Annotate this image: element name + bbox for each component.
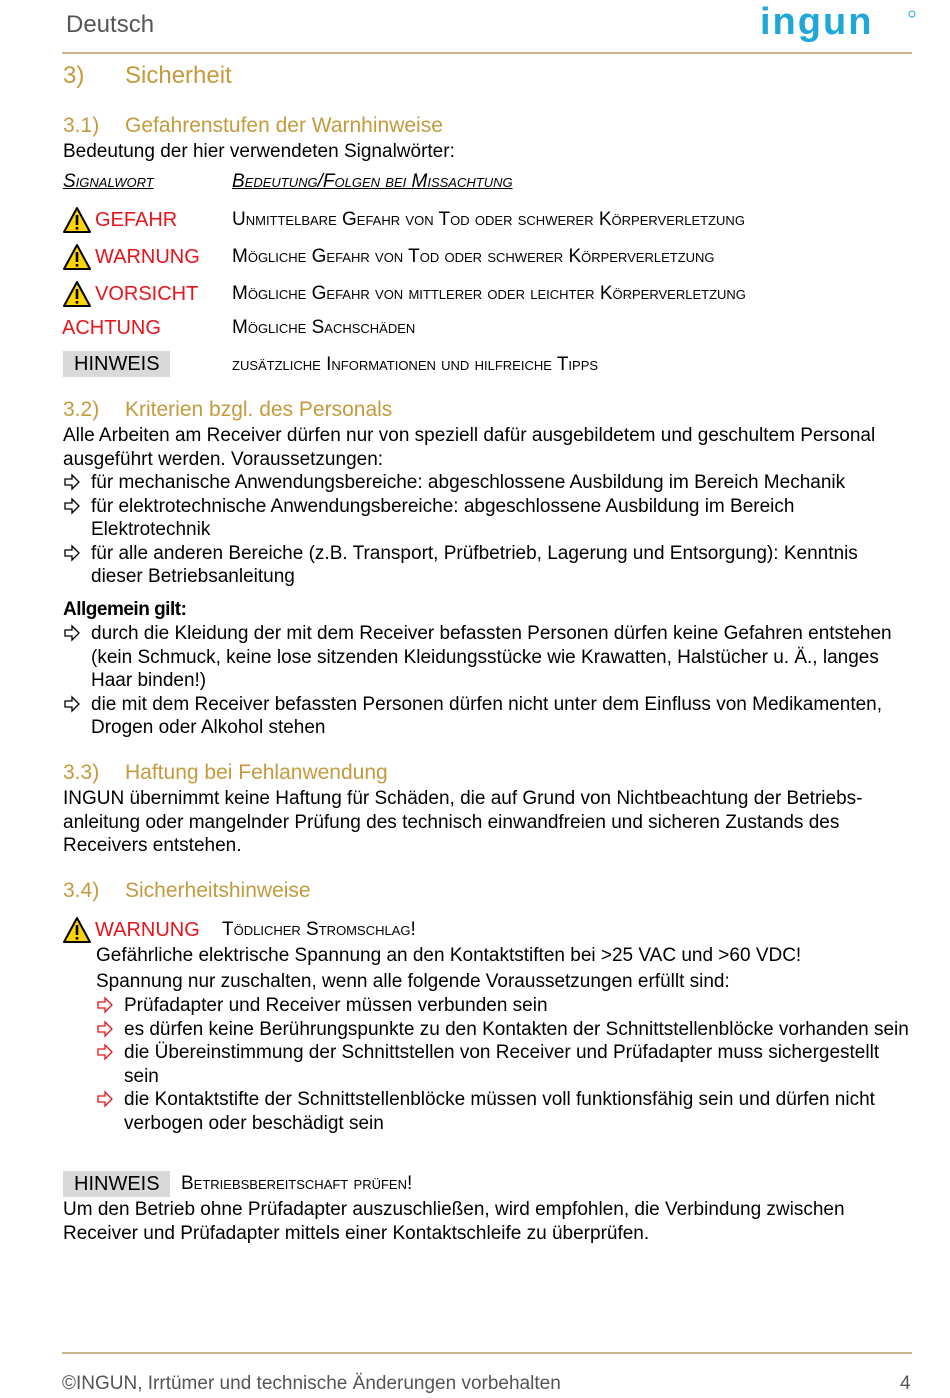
list-item: durch die Kleidung der mit dem Receiver befassten Personen dürfen keine Gefahren entstehen (kein Schmuck, keine lose sitzenden Kleidungsstücke wie Krawatten, Halstücher u. Ä., langes Haar binden!) — [63, 622, 913, 693]
list-item: die Übereinstimmung der Schnittstellen von Receiver und Prüfadapter muss sichergestellt sein — [96, 1041, 912, 1088]
signal-hinweis-betrieb: HINWEIS — [63, 1171, 170, 1197]
list-item: es dürfen keine Berührungspunkte zu den Kontakten der Schnittstellenblöcke vorhanden sein — [96, 1018, 912, 1042]
arrow-right-icon — [63, 622, 81, 644]
ingun-logo — [760, 4, 916, 46]
list-item: Prüfadapter und Receiver müssen verbunden sein — [96, 994, 912, 1018]
signal-vorsicht: VORSICHT — [62, 280, 198, 308]
s32-intro: Alle Arbeiten am Receiver dürfen nur von speziell dafür ausgebildetem und geschultem Personal ausgeführt werden. Voraussetzungen: — [63, 425, 876, 470]
signal-hinweis: HINWEIS — [63, 351, 170, 377]
arrow-right-icon — [96, 994, 114, 1016]
signal-achtung: ACHTUNG — [62, 317, 161, 339]
arrow-right-icon — [96, 1041, 114, 1063]
signal-warnung-stromschlag: WARNUNG — [62, 916, 200, 944]
meaning-gefahr: Unmittelbare Gefahr von Tod oder schwerer Körperverletzung — [232, 209, 745, 230]
signal-gefahr: GEFAHR — [62, 206, 177, 234]
s32-requirements-list — [63, 471, 913, 589]
meaning-vorsicht: Mögliche Gefahr von mittlerer oder leichter Körperverletzung — [232, 283, 746, 304]
header-language: Deutsch — [66, 11, 155, 38]
arrow-right-icon — [63, 542, 81, 564]
meaning-achtung: Mögliche Sachschäden — [232, 317, 416, 338]
s31-intro: Bedeutung der hier verwendeten Signalwörter: — [63, 141, 455, 162]
warning-line-2: Spannung nur zuschalten, wenn alle folgende Voraussetzungen erfüllt sind: — [96, 971, 730, 992]
list-item: die Kontaktstifte der Schnittstellenblöcke müssen voll funktionsfähig sein und dürfen nicht verbogen oder beschädigt sein — [96, 1088, 912, 1135]
signal-warnung: WARNUNG — [62, 243, 200, 271]
warning-triangle-icon — [62, 206, 92, 234]
arrow-right-icon — [63, 471, 81, 493]
footer-rule — [62, 1352, 912, 1354]
footer-copyright: ©INGUN, Irrtümer und technische Änderungen vorbehalten — [62, 1373, 561, 1394]
warning-line-1: Gefährliche elektrische Spannung an den Kontaktstiften bei >25 VAC und >60 VDC! — [96, 945, 802, 966]
hint-text: Um den Betrieb ohne Prüfadapter auszuschließen, wird empfohlen, die Verbindung zwischen Receiver und Prüfadapter mittels einer Kontaktschleife zu überprüfen. — [63, 1199, 845, 1244]
hint-title: Betriebsbereitschaft prüfen! — [181, 1173, 413, 1194]
list-item: die mit dem Receiver befassten Personen dürfen nicht unter dem Einfluss von Medikamenten, Drogen oder Alkohol stehen — [63, 693, 913, 740]
section-heading: 3) Sicherheit — [63, 62, 232, 89]
warning-triangle-icon — [62, 280, 92, 308]
arrow-right-icon — [96, 1088, 114, 1110]
general-label: Allgemein gilt: — [63, 599, 187, 620]
meaning-hinweis: zusätzliche Informationen und hilfreiche Tipps — [232, 354, 599, 375]
table-header-signalwort: Signalwort — [63, 171, 154, 192]
list-item: für mechanische Anwendungsbereiche: abgeschlossene Ausbildung im Bereich Mechanik — [63, 471, 913, 495]
page-number: 4 — [900, 1373, 911, 1394]
warning-triangle-icon — [62, 243, 92, 271]
arrow-right-icon — [63, 495, 81, 517]
table-header-bedeutung: Bedeutung/Folgen bei Missachtung — [232, 171, 513, 192]
arrow-right-icon — [96, 1018, 114, 1040]
warning-list — [96, 994, 912, 1135]
subsection-heading-3-3: 3.3) Haftung bei Fehlanwendung — [63, 761, 388, 784]
meaning-warnung: Mögliche Gefahr von Tod oder schwerer Körperverletzung — [232, 246, 715, 267]
warning-triangle-icon — [62, 916, 92, 944]
header-rule — [62, 52, 912, 54]
subsection-heading-3-1: 3.1) Gefahrenstufen der Warnhinweise — [63, 114, 443, 137]
list-item: für elektrotechnische Anwendungsbereiche: abgeschlossene Ausbildung im Bereich Elektrotechnik — [63, 495, 913, 542]
s32-general-list — [63, 622, 913, 740]
list-item: für alle anderen Bereiche (z.B. Transport, Prüfbetrieb, Lagerung und Entsorgung): Kenntnis dieser Betriebsanleitung — [63, 542, 913, 589]
arrow-right-icon — [63, 693, 81, 715]
svg-text:ingun: ingun — [760, 4, 874, 43]
warning-title: Tödlicher Stromschlag! — [222, 919, 416, 940]
subsection-heading-3-2: 3.2) Kriterien bzgl. des Personals — [63, 398, 393, 421]
s33-text: INGUN übernimmt keine Haftung für Schäden, die auf Grund von Nichtbeachtung der Betriebs-anleitung oder mangelnder Prüfung des technisch einwandfreien und sicheren Zustands des Receivers entstehen. — [63, 788, 863, 856]
subsection-heading-3-4: 3.4) Sicherheitshinweise — [63, 879, 311, 902]
